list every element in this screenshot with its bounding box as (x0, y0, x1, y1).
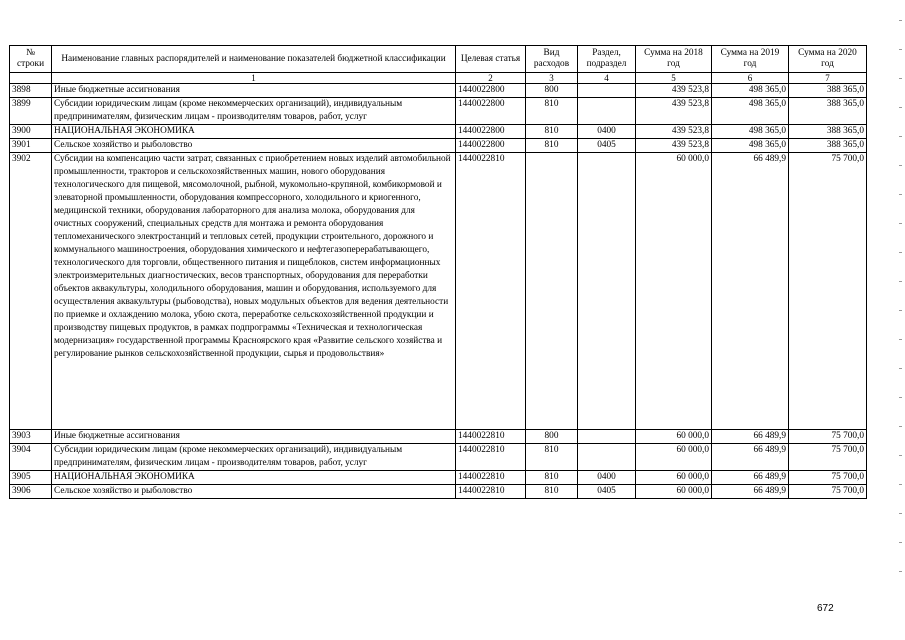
cell-vid (526, 153, 578, 430)
table-row (10, 84, 867, 98)
cell-target: 1440022800 (456, 98, 526, 125)
cell-sum-2018: 60 000,0 (636, 471, 712, 485)
cell-razdel: 0405 (578, 485, 636, 499)
cell-target: 1440022810 (456, 153, 526, 430)
cell-razdel: 0405 (578, 139, 636, 153)
table-row (10, 430, 867, 444)
cell-sum-2020: 75 700,0 (789, 430, 867, 444)
cell-row-no: 3900 (10, 125, 52, 139)
cell-row-no: 3901 (10, 139, 52, 153)
budget-table (9, 45, 867, 499)
cell-sum-2018: 439 523,8 (636, 84, 712, 98)
cell-row-no: 3905 (10, 471, 52, 485)
table-row (10, 444, 867, 471)
scan-edge-marks (899, 20, 902, 620)
cell-sum-2018: 60 000,0 (636, 444, 712, 471)
header-sum-2020: Сумма на 2020 год (789, 46, 867, 73)
col-number: 6 (712, 73, 789, 84)
header-sum-2018: Сумма на 2018 год (636, 46, 712, 73)
cell-row-no: 3898 (10, 84, 52, 98)
cell-vid: 800 (526, 84, 578, 98)
cell-sum-2019: 498 365,0 (712, 98, 789, 125)
header-vid: Вид расходов (526, 46, 578, 73)
col-number: 5 (636, 73, 712, 84)
cell-vid: 810 (526, 125, 578, 139)
cell-target: 1440022800 (456, 139, 526, 153)
cell-sum-2018: 439 523,8 (636, 98, 712, 125)
cell-sum-2019: 66 489,9 (712, 430, 789, 444)
col-number: 3 (526, 73, 578, 84)
cell-sum-2018: 439 523,8 (636, 125, 712, 139)
cell-row-no: 3906 (10, 485, 52, 499)
cell-name: Иные бюджетные ассигнования (52, 84, 456, 98)
table-row (10, 98, 867, 125)
cell-sum-2018: 60 000,0 (636, 153, 712, 430)
table-row (10, 125, 867, 139)
cell-sum-2020: 75 700,0 (789, 485, 867, 499)
cell-row-no: 3904 (10, 444, 52, 471)
cell-sum-2020: 388 365,0 (789, 125, 867, 139)
table-row (10, 485, 867, 499)
cell-sum-2019: 66 489,9 (712, 444, 789, 471)
cell-name: Субсидии на компенсацию части затрат, связанных с приобретением новых изделий автомобильной промышленности, тракторов и сельскохозяйственных машин, нового оборудования технологического для пищевой, мясомолочной, рыбной, мукомольно-крупяной, комбикормовой и элеваторной промышленности, оборудования компрессорного, холодильного и криогенного, медицинской техники, оборудования лабораторного для анализа молока, оборудования для очистных сооружений, специальных средств для монтажа и ремонта оборудования тепломеханического электростанций и тепловых сетей, продукции строительного, дорожного и коммунального машиностроения, оборудования химического и нефтегазоперерабатывающего, технологического для торговли, общественного питания и пищеблоков, систем информационных электроизмерительных диагностических, весов транспортных, оборудования для переработки объектов аквакультуры, холодильного оборудования, машин и оборудования, используемого для осуществления аквакультуры (рыбоводства), новых модульных объектов для ведения деятельности по приемке и охлаждению молока, убою скота, переработке сельскохозяйственной продукции и производству пищевых продуктов, в рамках подпрограммы «Техническая и технологическая модернизация» государственной программы Красноярского края «Развитие сельского хозяйства и регулирование рынков сельскохозяйственной продукции, сырья и продовольствия» (52, 153, 456, 430)
cell-razdel (578, 430, 636, 444)
cell-row-no: 3899 (10, 98, 52, 125)
cell-sum-2019: 66 489,9 (712, 153, 789, 430)
header-sum-2019: Сумма на 2019 год (712, 46, 789, 73)
cell-sum-2020: 388 365,0 (789, 139, 867, 153)
cell-sum-2020: 388 365,0 (789, 98, 867, 125)
cell-vid: 810 (526, 471, 578, 485)
header-row (10, 46, 867, 73)
col-number: 1 (52, 73, 456, 84)
cell-razdel (578, 84, 636, 98)
cell-sum-2019: 498 365,0 (712, 125, 789, 139)
cell-target: 1440022810 (456, 485, 526, 499)
col-number (10, 73, 52, 84)
cell-row-no: 3903 (10, 430, 52, 444)
cell-row-no: 3902 (10, 153, 52, 430)
table-row (10, 471, 867, 485)
cell-sum-2019: 498 365,0 (712, 84, 789, 98)
cell-sum-2018: 60 000,0 (636, 430, 712, 444)
header-razdel: Раздел, подраздел (578, 46, 636, 73)
cell-name: Сельское хозяйство и рыболовство (52, 485, 456, 499)
cell-razdel (578, 444, 636, 471)
table-row (10, 139, 867, 153)
cell-name: Субсидии юридическим лицам (кроме некоммерческих организаций), индивидуальным предпринимателям, физическим лицам - производителям товаров, работ, услуг (52, 444, 456, 471)
cell-razdel: 0400 (578, 471, 636, 485)
cell-sum-2018: 439 523,8 (636, 139, 712, 153)
cell-razdel: 0400 (578, 125, 636, 139)
cell-name: Иные бюджетные ассигнования (52, 430, 456, 444)
cell-razdel (578, 98, 636, 125)
cell-sum-2019: 66 489,9 (712, 485, 789, 499)
header-target: Целевая статья (456, 46, 526, 73)
cell-target: 1440022810 (456, 471, 526, 485)
table-row (10, 153, 867, 430)
header-name: Наименование главных распорядителей и наименование показателей бюджетной классификации (52, 46, 456, 73)
col-number: 7 (789, 73, 867, 84)
cell-vid: 800 (526, 430, 578, 444)
cell-name: НАЦИОНАЛЬНАЯ ЭКОНОМИКА (52, 125, 456, 139)
cell-sum-2019: 498 365,0 (712, 139, 789, 153)
cell-name: НАЦИОНАЛЬНАЯ ЭКОНОМИКА (52, 471, 456, 485)
cell-sum-2020: 75 700,0 (789, 153, 867, 430)
column-number-row (10, 73, 867, 84)
cell-vid: 810 (526, 485, 578, 499)
cell-vid: 810 (526, 98, 578, 125)
cell-sum-2020: 75 700,0 (789, 471, 867, 485)
cell-sum-2019: 66 489,9 (712, 471, 789, 485)
cell-target: 1440022800 (456, 84, 526, 98)
col-number: 2 (456, 73, 526, 84)
cell-razdel (578, 153, 636, 430)
header-row-no: № строки (10, 46, 52, 73)
cell-name: Субсидии юридическим лицам (кроме некоммерческих организаций), индивидуальным предпринимателям, физическим лицам - производителям товаров, работ, услуг (52, 98, 456, 125)
page-number: 672 (817, 603, 834, 614)
cell-target: 1440022800 (456, 125, 526, 139)
cell-target: 1440022810 (456, 430, 526, 444)
cell-sum-2018: 60 000,0 (636, 485, 712, 499)
cell-name: Сельское хозяйство и рыболовство (52, 139, 456, 153)
cell-sum-2020: 388 365,0 (789, 84, 867, 98)
cell-vid: 810 (526, 444, 578, 471)
cell-target: 1440022810 (456, 444, 526, 471)
col-number: 4 (578, 73, 636, 84)
cell-sum-2020: 75 700,0 (789, 444, 867, 471)
cell-vid: 810 (526, 139, 578, 153)
